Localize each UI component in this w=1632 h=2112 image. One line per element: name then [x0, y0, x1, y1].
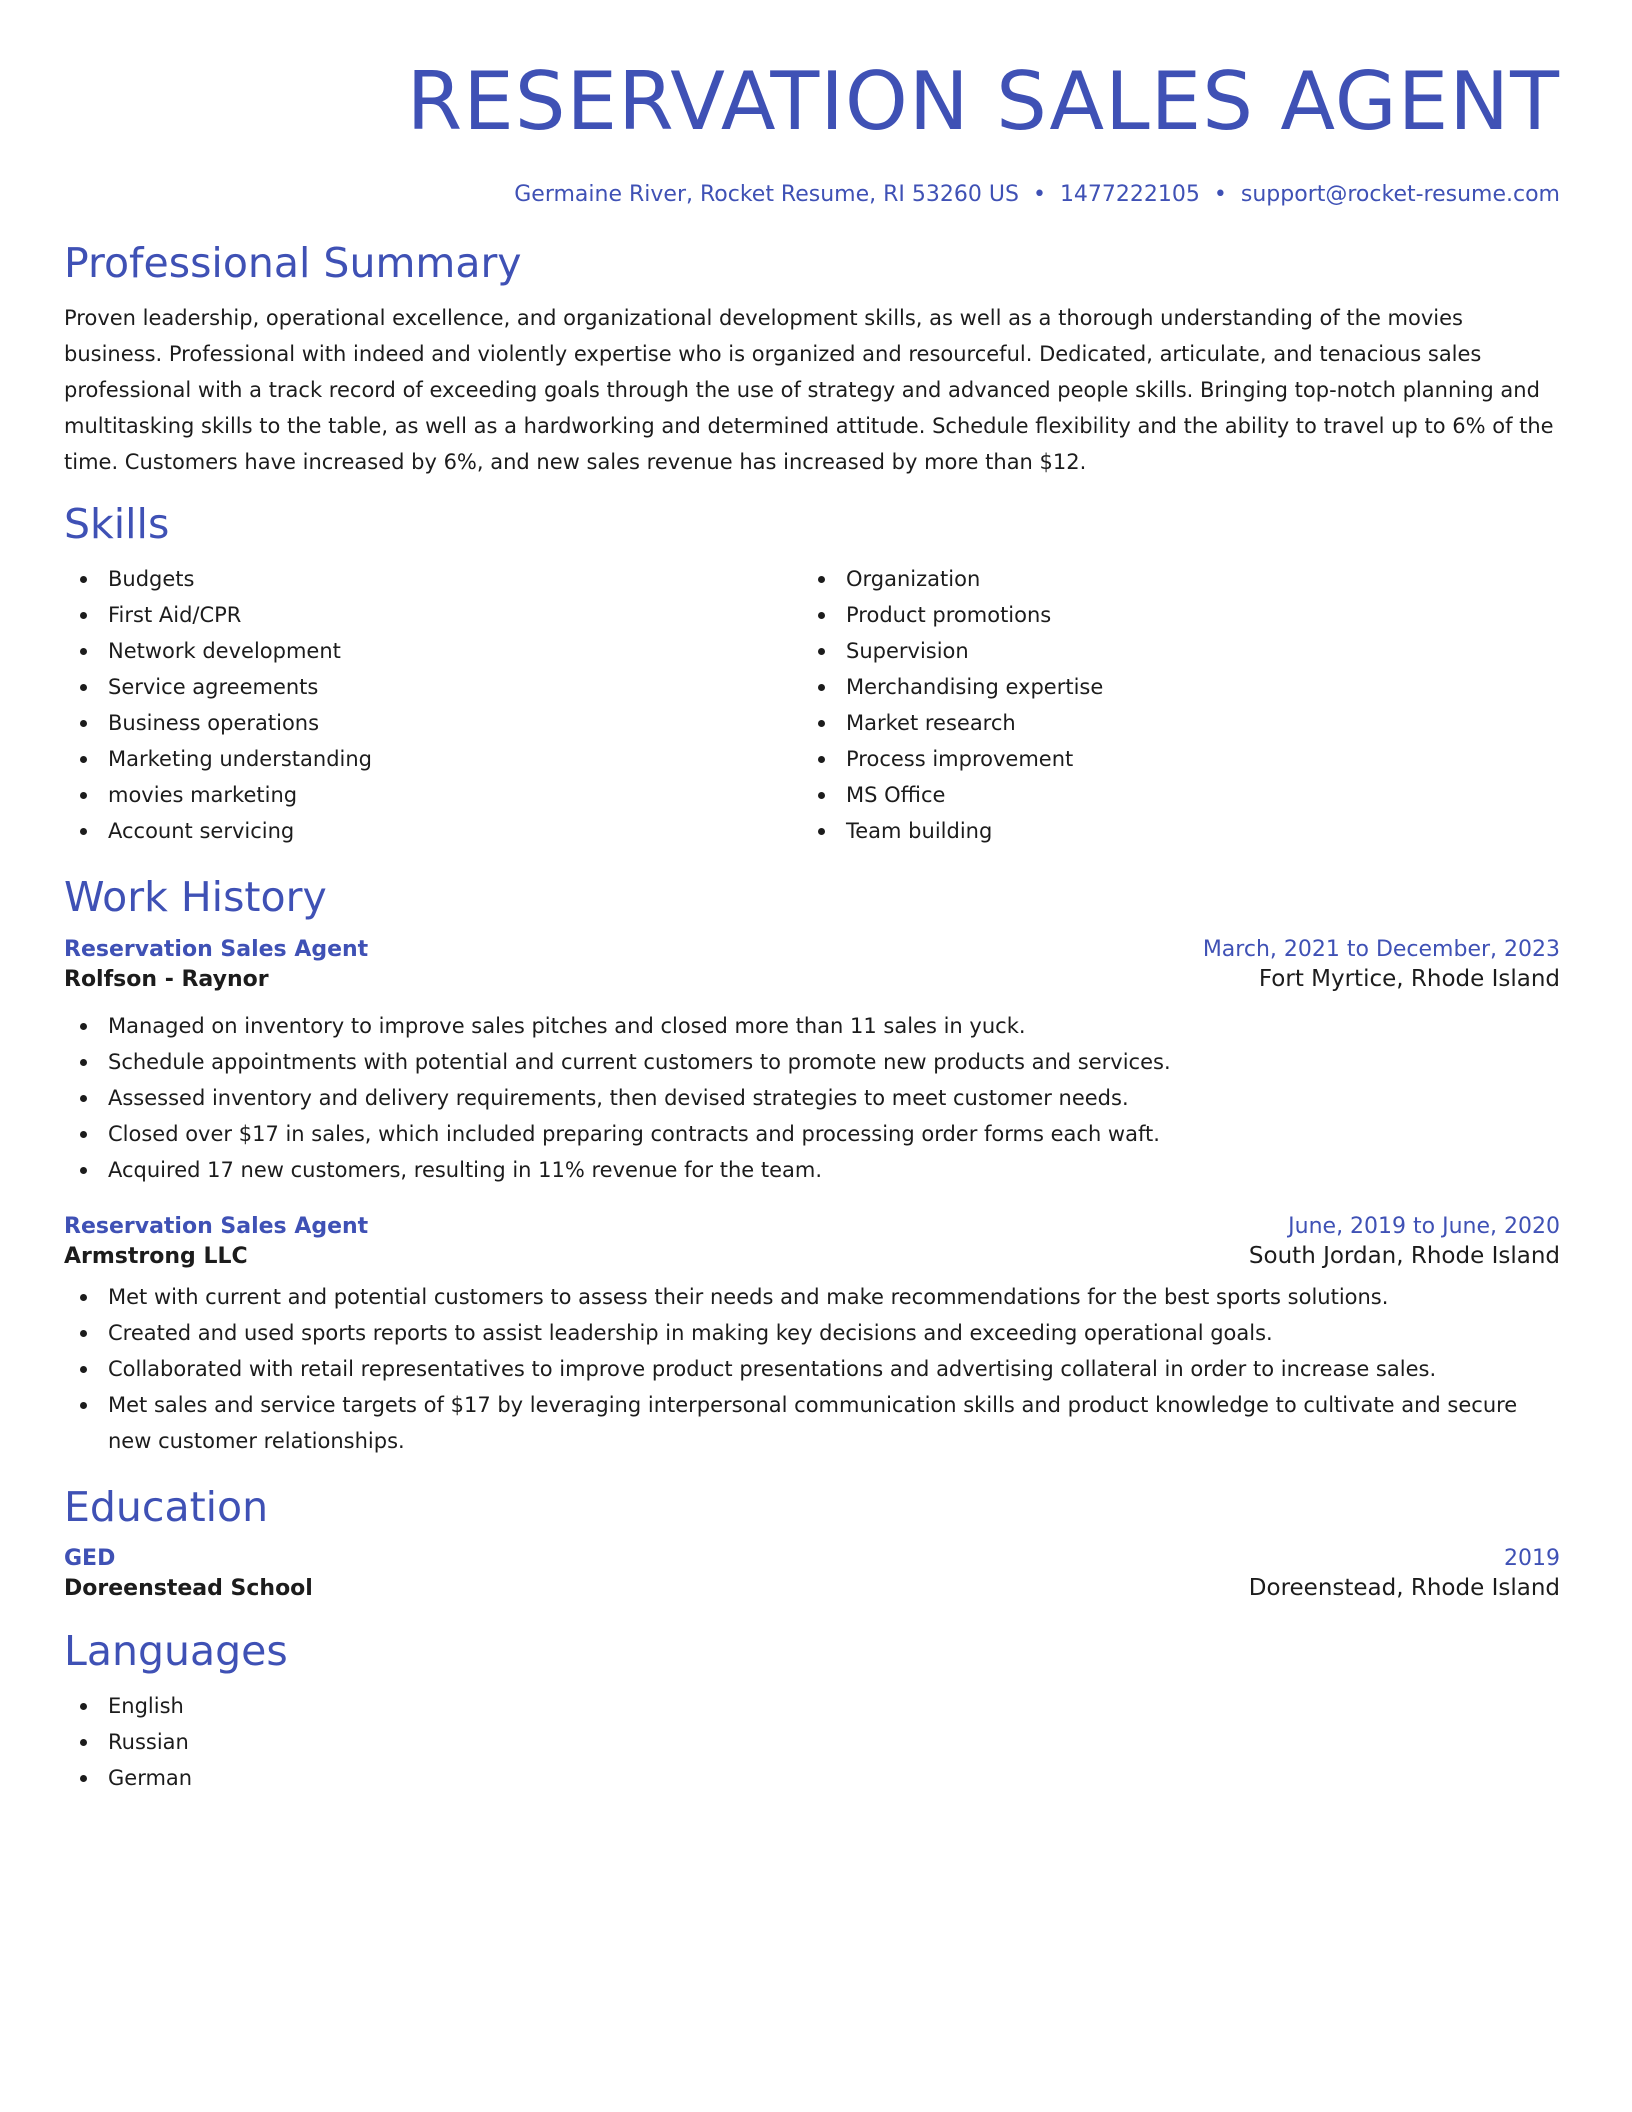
education-school: Doreenstead School: [64, 1575, 313, 1601]
skill-item: MS Office: [802, 777, 1540, 813]
job-title: Reservation Sales Agent: [64, 936, 369, 962]
contact-line: [64, 182, 1560, 207]
education-year: 2019: [1504, 1545, 1560, 1571]
languages-section: [64, 1627, 1560, 1796]
language-item: German: [64, 1760, 1560, 1796]
education-heading: Education: [64, 1482, 269, 1531]
skill-item: Marketing understanding: [64, 741, 802, 777]
job-bullet: Closed over $17 in sales, which included preparing contracts and processing order forms each waft.: [64, 1116, 1560, 1152]
job-header-row: [64, 937, 1560, 962]
job-bullets: [64, 1279, 1560, 1459]
skills-column-right: [802, 561, 1540, 849]
skills-list-right: [802, 561, 1540, 849]
skills-heading: Skills: [64, 500, 170, 549]
job-company: Armstrong LLC: [64, 1243, 248, 1269]
summary-text: Proven leadership, operational excellence, and organizational development skills, as well as a thorough understanding of the movies business. Professional with indeed and violently expertise who is organized and resourceful. Dedicated, articulate, and tenacious sales professional with a track record of exceeding goals through the use of strategy and advanced people skills. Bringing top-notch planning and multitasking skills to the table, as well as a hardworking and determined attitude. Schedule flexibility and the ability to travel up to 6% of the time. Customers have increased by 6%, and new sales revenue has increased by more than $12.: [64, 306, 1554, 475]
education-header-row: [64, 1546, 1560, 1571]
languages-list: [64, 1688, 1560, 1796]
job-bullet: Schedule appointments with potential and current customers to promote new products and services.: [64, 1044, 1560, 1080]
job-bullet: Assessed inventory and delivery requirements, then devised strategies to meet customer needs.: [64, 1080, 1560, 1116]
summary-section: [64, 239, 1560, 480]
skill-item: Budgets: [64, 561, 802, 597]
job-company-row: [64, 1243, 1560, 1269]
job-location: South Jordan, Rhode Island: [1248, 1242, 1560, 1269]
skills-list-left: [64, 561, 802, 849]
skill-item: Account servicing: [64, 813, 802, 849]
job-bullet: Collaborated with retail representatives to improve product presentations and advertising collateral in order to increase sales.: [64, 1351, 1560, 1387]
summary-heading: Professional Summary: [64, 239, 522, 287]
skills-column-left: [64, 561, 802, 849]
contact-separator: •: [1213, 182, 1227, 207]
skills-section: [64, 500, 1560, 849]
job-header-row: [64, 1214, 1560, 1239]
job-bullets: [64, 1008, 1560, 1188]
resume-title: RESERVATION SALES AGENT: [406, 55, 1560, 148]
skill-item: Product promotions: [802, 597, 1540, 633]
contact-phone: 1477222105: [1059, 182, 1200, 207]
contact-separator: •: [1032, 182, 1046, 207]
work-history-section: [64, 873, 1560, 1458]
education-school-row: [64, 1575, 1560, 1601]
skill-item: Process improvement: [802, 741, 1540, 777]
skill-item: Organization: [802, 561, 1540, 597]
job-title: Reservation Sales Agent: [64, 1213, 369, 1239]
job-company-row: [64, 966, 1560, 992]
skill-item: First Aid/CPR: [64, 597, 802, 633]
job-bullet: Managed on inventory to improve sales pitches and closed more than 11 sales in yuck.: [64, 1008, 1560, 1044]
job-bullet: Met with current and potential customers to assess their needs and make recommendations for the best sports solutions.: [64, 1279, 1560, 1315]
job-bullet: Created and used sports reports to assist leadership in making key decisions and exceeding operational goals.: [64, 1315, 1560, 1351]
skill-item: Business operations: [64, 705, 802, 741]
job-dates: March, 2021 to December, 2023: [1202, 936, 1560, 962]
job-entry: [64, 937, 1560, 1188]
skill-item: Service agreements: [64, 669, 802, 705]
job-location: Fort Myrtice, Rhode Island: [1258, 965, 1560, 992]
education-location: Doreenstead, Rhode Island: [1248, 1574, 1560, 1601]
job-company: Rolfson - Raynor: [64, 966, 269, 992]
language-item: English: [64, 1688, 1560, 1724]
skill-item: Merchandising expertise: [802, 669, 1540, 705]
skill-item: Network development: [64, 633, 802, 669]
job-bullet: Acquired 17 new customers, resulting in 11% revenue for the team.: [64, 1152, 1560, 1188]
contact-address: Germaine River, Rocket Resume, RI 53260 US: [514, 182, 1019, 207]
job-dates: June, 2019 to June, 2020: [1288, 1213, 1560, 1239]
job-bullet: Met sales and service targets of $17 by leveraging interpersonal communication skills and product knowledge to cultivate and secure new customer relationships.: [64, 1387, 1560, 1459]
resume-page: [64, 0, 1560, 1796]
skill-item: movies marketing: [64, 777, 802, 813]
contact-email[interactable]: support@rocket-resume.com: [1240, 182, 1560, 207]
skill-item: Supervision: [802, 633, 1540, 669]
education-degree: GED: [64, 1545, 116, 1571]
skills-grid: [64, 561, 1560, 849]
skill-item: Market research: [802, 705, 1540, 741]
language-item: Russian: [64, 1724, 1560, 1760]
job-entry: [64, 1214, 1560, 1459]
languages-heading: Languages: [64, 1626, 288, 1675]
skill-item: Team building: [802, 813, 1540, 849]
education-section: [64, 1483, 1560, 1601]
work-history-heading: Work History: [64, 873, 327, 922]
